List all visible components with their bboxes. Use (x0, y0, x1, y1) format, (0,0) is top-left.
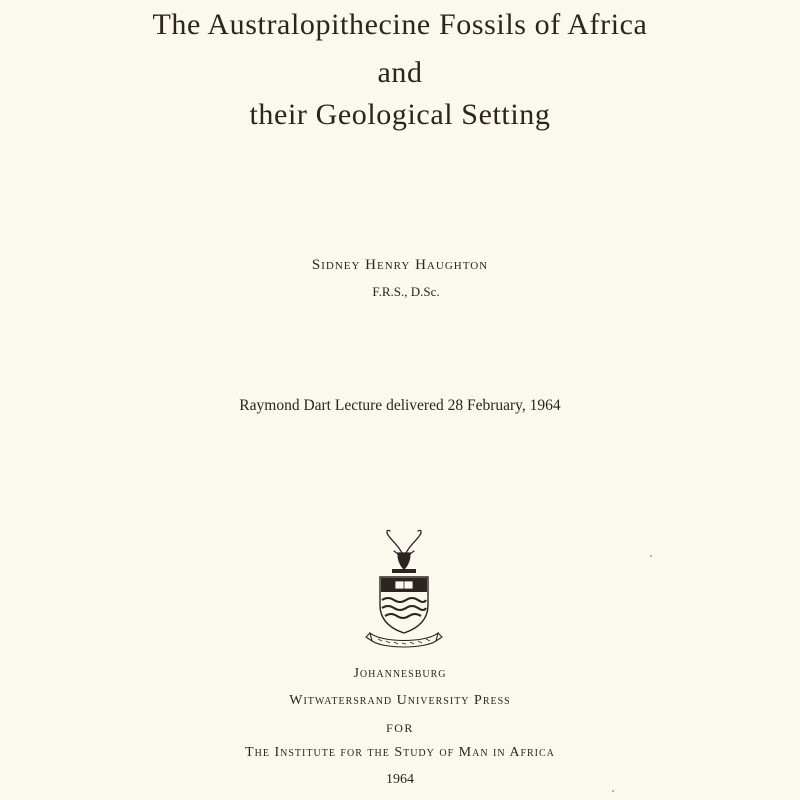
university-crest-icon (364, 525, 444, 650)
publisher-for: FOR (386, 721, 414, 735)
author-name: Sidney Henry Haughton (311, 257, 489, 273)
publisher-institute: The Institute for the Study of Man in Africa (245, 745, 555, 760)
book-title-line-2: and (377, 56, 423, 89)
paper-speck (650, 555, 652, 557)
book-title-line-3: their Geological Setting (249, 98, 551, 131)
paper-speck (612, 790, 614, 792)
publisher-press: Witwatersrand University Press (289, 693, 511, 708)
lecture-note: Raymond Dart Lecture delivered 28 February, 1964 (239, 397, 561, 414)
publisher-city: Johannesburg (353, 666, 447, 681)
author-qualifications: F.R.S., D.Sc. (372, 284, 440, 299)
book-title-line-1: The Australopithecine Fossils of Africa (152, 8, 648, 41)
publication-year: 1964 (386, 772, 414, 787)
